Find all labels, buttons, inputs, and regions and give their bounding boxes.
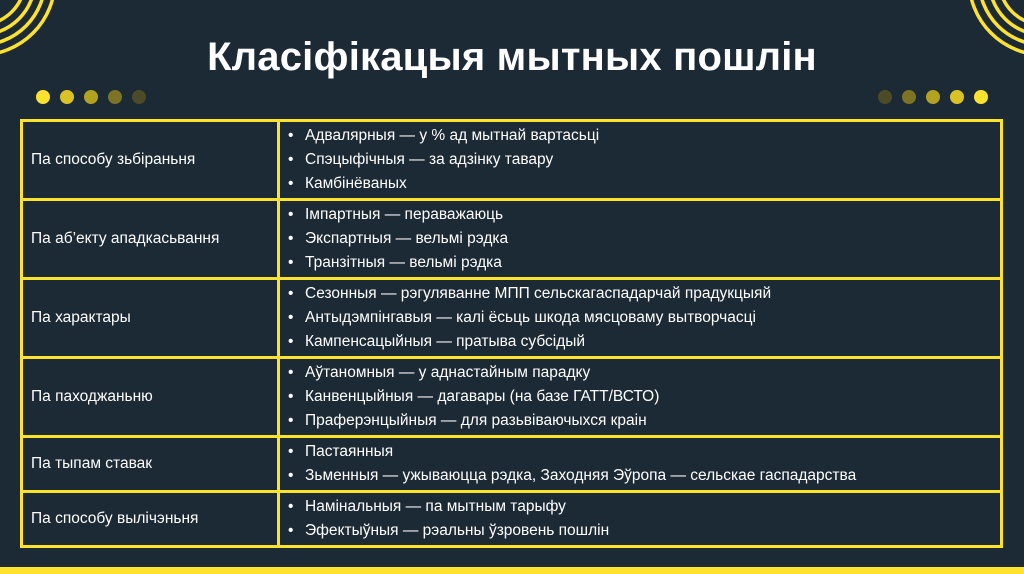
list-item <box>288 495 994 519</box>
duty-type-text: Пастаянныя <box>305 443 394 460</box>
list-item <box>288 251 994 275</box>
duty-type-text: Камбінёваных <box>305 175 407 192</box>
bullet-icon: • <box>288 522 294 539</box>
classification-items-cell <box>279 492 1002 547</box>
dots-left-decoration <box>36 90 146 104</box>
duty-type-text: Зьменныя — ужываюцца рэдка, Заходняя Эўропа — сельскае гаспадарства <box>305 467 857 484</box>
duty-type-list <box>288 495 994 543</box>
duty-type-text: Аўтаномныя — у аднастайным парадку <box>305 364 591 381</box>
bullet-icon: • <box>288 498 294 515</box>
bullet-icon: • <box>288 467 294 484</box>
bullet-icon: • <box>288 206 294 223</box>
table-row <box>22 358 1002 437</box>
list-item <box>288 148 994 172</box>
bullet-icon: • <box>288 285 294 302</box>
dots-right-decoration <box>878 90 988 104</box>
bullet-icon: • <box>288 364 294 381</box>
bullet-icon: • <box>288 230 294 247</box>
bullet-icon: • <box>288 254 294 271</box>
duty-type-text: Транзітныя — вельмі рэдка <box>305 254 502 271</box>
duty-type-list <box>288 361 994 433</box>
bullet-icon: • <box>288 388 294 405</box>
list-item <box>288 361 994 385</box>
bullet-icon: • <box>288 333 294 350</box>
list-item <box>288 282 994 306</box>
list-item <box>288 440 994 464</box>
duty-type-text: Праферэнцыйныя — для разьвіваючыхся краін <box>305 412 647 429</box>
classification-criterion: Па тыпам ставак <box>22 437 279 492</box>
decorative-dot <box>878 90 892 104</box>
list-item <box>288 306 994 330</box>
bottom-accent-bar <box>0 567 1024 574</box>
classification-table <box>20 119 1003 548</box>
decorative-dot <box>84 90 98 104</box>
list-item <box>288 172 994 196</box>
duty-type-text: Эфектыўныя — рэальны ўзровень пошлін <box>305 522 610 539</box>
duty-type-text: Намінальныя — па мытным тарыфу <box>305 498 566 515</box>
bullet-icon: • <box>288 175 294 192</box>
decorative-dot <box>108 90 122 104</box>
list-item <box>288 330 994 354</box>
decorative-dot <box>950 90 964 104</box>
list-item <box>288 519 994 543</box>
list-item <box>288 227 994 251</box>
decorative-dot <box>974 90 988 104</box>
classification-items-cell <box>279 200 1002 279</box>
bullet-icon: • <box>288 127 294 144</box>
bullet-icon: • <box>288 443 294 460</box>
classification-items-cell <box>279 437 1002 492</box>
classification-criterion: Па способу вылічэньня <box>22 492 279 547</box>
bullet-icon: • <box>288 309 294 326</box>
table-row <box>22 492 1002 547</box>
table-row <box>22 279 1002 358</box>
list-item <box>288 124 994 148</box>
bullet-icon: • <box>288 151 294 168</box>
duty-type-text: Канвенцыйныя — дагавары (на базе ГАТТ/ВСТО) <box>305 388 660 405</box>
classification-criterion: Па характары <box>22 279 279 358</box>
classification-items-cell <box>279 358 1002 437</box>
classification-items-cell <box>279 121 1002 200</box>
bullet-icon: • <box>288 412 294 429</box>
classification-criterion: Па паходжаньню <box>22 358 279 437</box>
duty-type-list <box>288 124 994 196</box>
duty-type-text: Сезонныя — рэгуляванне МПП сельскагаспадарчай прадукцыяй <box>305 285 772 302</box>
decorative-dot <box>60 90 74 104</box>
duty-type-text: Адвалярныя — у % ад мытнай вартасьці <box>305 127 600 144</box>
decorative-dot <box>902 90 916 104</box>
slide-title: Класіфікацыя мытных пошлін <box>207 35 817 79</box>
classification-criterion: Па аб’екту ападкасьвання <box>22 200 279 279</box>
duty-type-list <box>288 282 994 354</box>
table-row <box>22 437 1002 492</box>
classification-items-cell <box>279 279 1002 358</box>
duty-type-text: Кампенсацыйныя — пратыва субсідый <box>305 333 586 350</box>
decorative-dot <box>926 90 940 104</box>
list-item <box>288 464 994 488</box>
duty-type-list <box>288 203 994 275</box>
duty-type-text: Імпартныя — пераважаюць <box>305 206 504 223</box>
list-item <box>288 385 994 409</box>
list-item <box>288 203 994 227</box>
duty-type-list <box>288 440 994 488</box>
duty-type-text: Экспартныя — вельмі рэдка <box>305 230 509 247</box>
table-row <box>22 121 1002 200</box>
classification-criterion: Па способу зьбіраньня <box>22 121 279 200</box>
list-item <box>288 409 994 433</box>
duty-type-text: Спэцыфічныя — за адзінку тавару <box>305 151 554 168</box>
duty-type-text: Антыдэмпінгавыя — калі ёсьць шкода мясцоваму вытворчасці <box>305 309 756 326</box>
decorative-dot <box>36 90 50 104</box>
decorative-dot <box>132 90 146 104</box>
table-row <box>22 200 1002 279</box>
